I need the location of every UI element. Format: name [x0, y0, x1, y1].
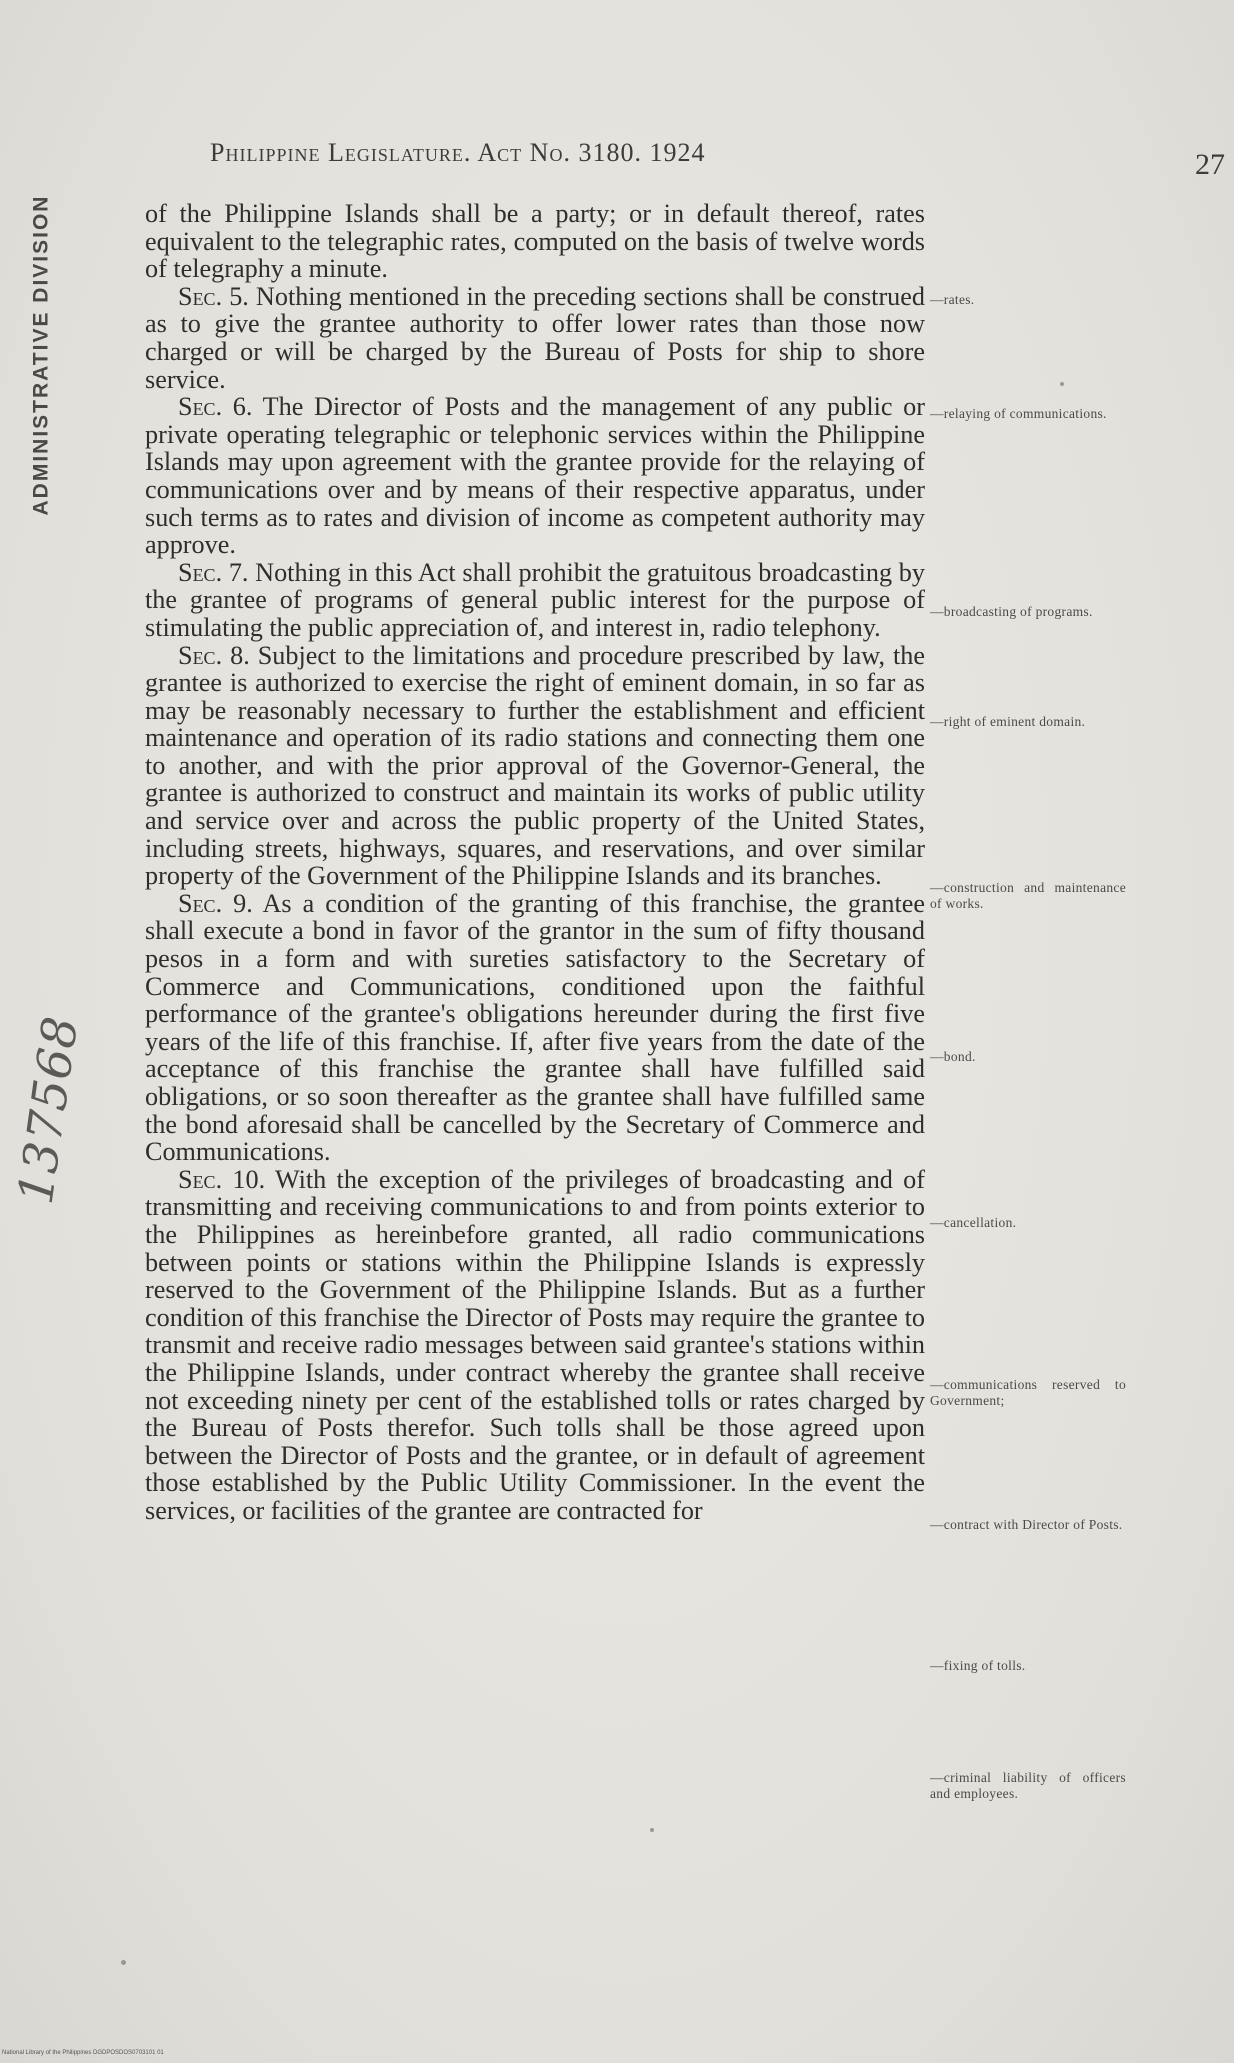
margin-note-contract: —contract with Director of Posts. — [930, 1517, 1123, 1532]
section-label: Sec. 10. — [178, 1164, 266, 1194]
paper-speck — [650, 1828, 654, 1832]
section-label: Sec. 6. — [178, 392, 253, 422]
handwritten-number: 137568 — [8, 1012, 90, 1208]
section-label: Sec. 8. — [178, 640, 250, 670]
margin-note-eminent-domain: —right of eminent domain. — [930, 714, 1086, 729]
page-number: 27 — [1195, 148, 1225, 181]
paragraph-sec-9: Sec. 9. As a condition of the granting of this franchise, the grantee shall execute a bond in favor of the grantor in the sum of fifty thousand pesos in a form and with sureties satisfactory to the Secretary of Commerce and Communications, conditioned upon the faithful performance of the grantee's obligations hereunder during the first five years of the life of this franchise. If, after five years from the date of the acceptance of this franchise the grantee shall have fulfilled said obligations, or so soon thereafter as the grantee shall have fulfilled same the bond aforesaid shall be cancelled by the Secretary of Commerce and Communications. — [145, 888, 925, 1167]
margin-note-relaying: —relaying of communications. — [930, 406, 1107, 421]
section-label: Sec. 9. — [178, 888, 253, 918]
footer-credit: National Library of the Philippines DGDPOSDOS0703101 01 — [2, 2050, 164, 2056]
margin-note-broadcasting: —broadcasting of programs. — [930, 604, 1093, 619]
paragraph-sec-8: Sec. 8. Subject to the limitations and procedure prescribed by law, the grantee is authorized to exercise the right of eminent domain, in so far as may be reasonably necessary to further the establishment and efficient maintenance and operation of its radio stations and connecting them one to another, and with the prior approval of the Governor-General, the grantee is authorized to construct and maintain its works of public utility and service over and across the public property of the United States, including streets, highways, squares, and reservations, and over similar property of the Government of the Philippine Islands and its branches. — [145, 640, 925, 891]
section-label: Sec. 5. — [178, 281, 249, 311]
paragraph-sec-5: Sec. 5. Nothing mentioned in the preceding sections shall be construed as to give the grantee authority to offer lower rates than those now charged or will be charged by the Bureau of Posts for ship to shore service. — [145, 281, 925, 394]
paragraph-sec-10: Sec. 10. With the exception of the privileges of broadcasting and of transmitting and receiving communications to and from points exterior to the Philippines as hereinbefore granted, all radio communications between points or stations within the Philippine Islands is expressly reserved to the Government of the Philippine Islands. But as a further condition of this franchise the Director of Posts may require the grantee to transmit and receive radio messages between said grantee's stations within the Philippine Islands, under contract whereby the grantee shall receive not exceeding ninety per cent of the established tolls or rates charged by the Bureau of Posts therefor. Such tolls shall be those agreed upon between the Director of Posts and the grantee, or in default of agreement those established by the Public Utility Commissioner. In the event the services, or facilities of the grantee are contracted for — [145, 1164, 925, 1525]
margin-note-tolls: —fixing of tolls. — [930, 1658, 1026, 1673]
margin-note-rates: —rates. — [930, 292, 975, 307]
margin-note-bond: —bond. — [930, 1049, 976, 1064]
margin-note-communications-reserved: —communications reserved to Government; — [930, 1377, 1126, 1408]
section-label: Sec. 7. — [178, 557, 249, 587]
paper-speck — [1060, 382, 1064, 386]
paragraph-sec-7: Sec. 7. Nothing in this Act shall prohibit the gratuitous broadcasting by the grantee of programs of general public interest for the purpose of stimulating the public appreciation of, and interest in, radio telephony. — [145, 557, 925, 642]
side-stamp: ADMINISTRATIVE DIVISION — [29, 194, 52, 516]
margin-note-cancellation: —cancellation. — [930, 1215, 1017, 1230]
paper-speck — [121, 1960, 126, 1965]
margin-note-criminal-liability: —criminal liability of officers and employees. — [930, 1770, 1126, 1801]
paragraph-sec-6: Sec. 6. The Director of Posts and the management of any public or private operating telegraphic or telephonic services within the Philippine Islands may upon agreement with the grantee provide for the relaying of communications over and by means of their respective apparatus, under such terms as to rates and division of income as competent authority may approve. — [145, 392, 925, 560]
running-header: Philippine Legislature. Act No. 3180. 1924 — [210, 138, 706, 167]
margin-note-construction: —construction and maintenance of works. — [930, 880, 1126, 911]
body-text — [145, 200, 925, 1525]
paragraph-continued: of the Philippine Islands shall be a party; or in default thereof, rates equivalent to the telegraphic rates, computed on the basis of twelve words of telegraphy a minute. — [145, 199, 925, 284]
